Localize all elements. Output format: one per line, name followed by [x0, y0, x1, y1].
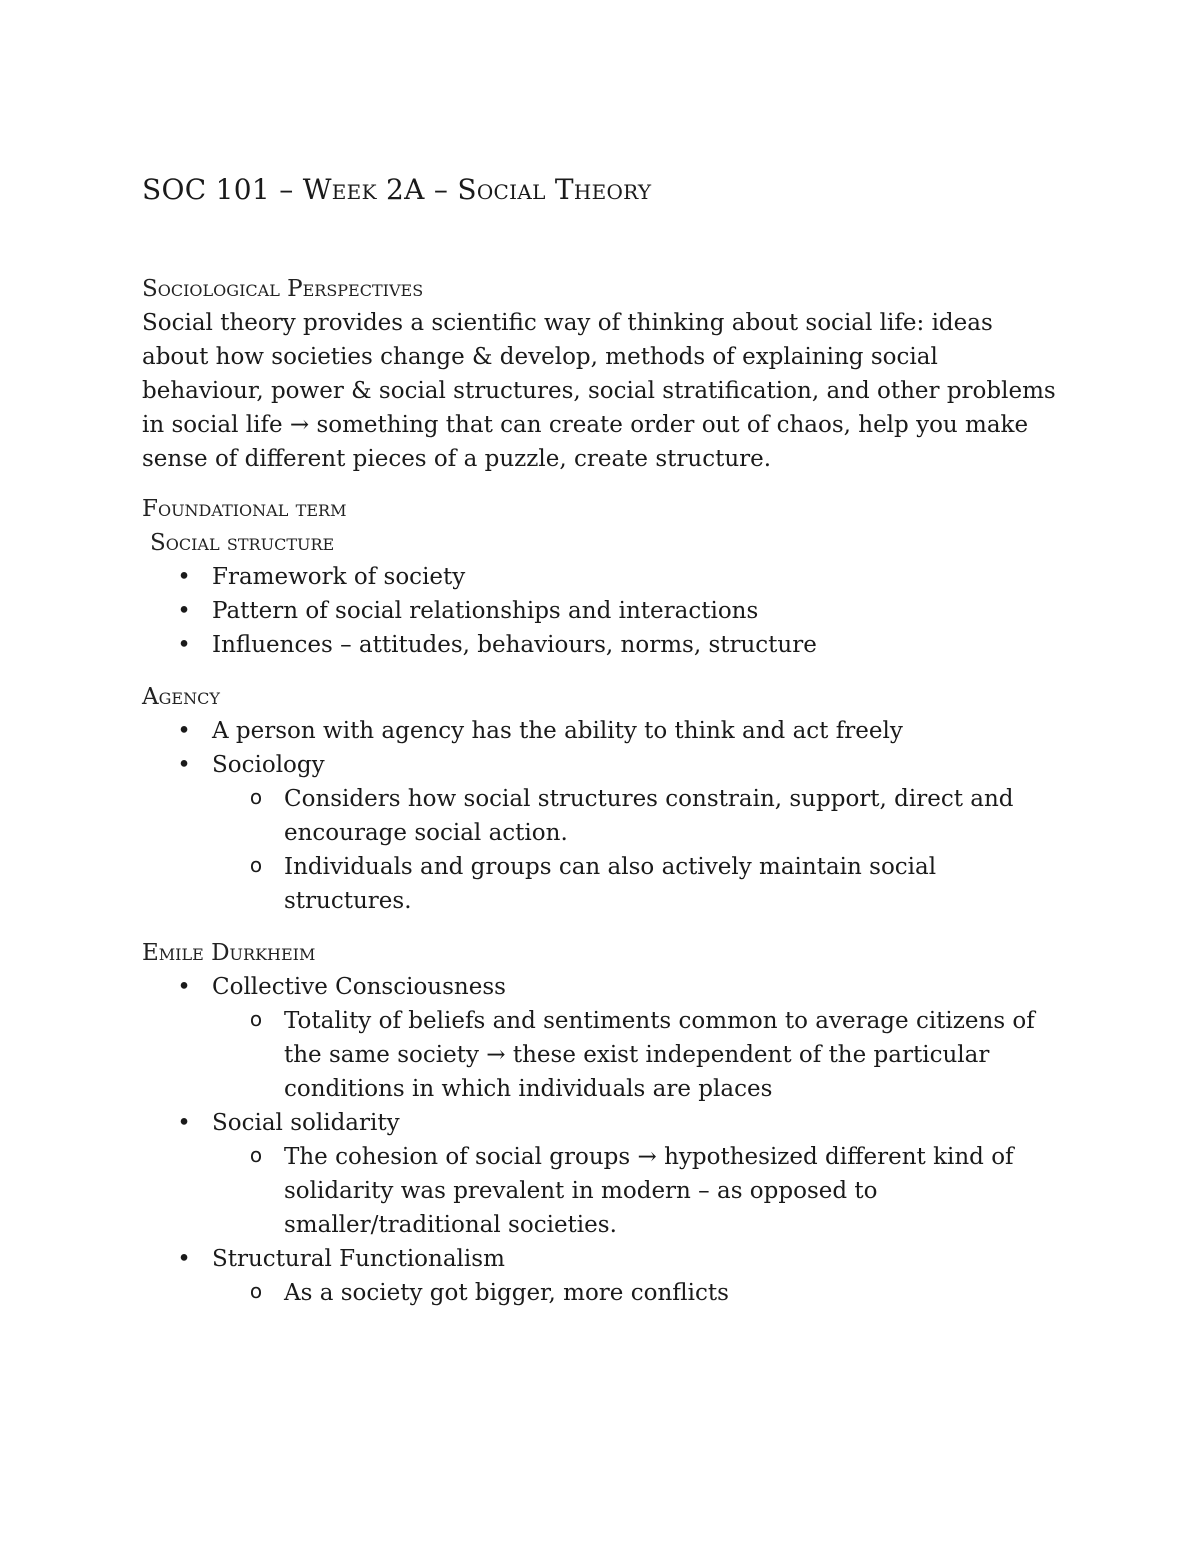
list-item-text: Framework of society: [212, 564, 466, 590]
sub-list-item-text: Considers how social structures constrain, support, direct and encourage social action.: [284, 786, 1014, 846]
section-heading: Foundational term: [142, 496, 347, 522]
bullet-list: [142, 714, 1062, 918]
section-heading: Emile Durkheim: [142, 940, 316, 966]
sub-list-item: [212, 850, 1062, 918]
document-title: SOC 101 – Week 2A – Social Theory: [142, 173, 652, 206]
bullet-icon: •: [177, 632, 191, 658]
bullet-icon: •: [177, 598, 191, 624]
sub-bullet-icon: o: [249, 1279, 263, 1303]
list-item: [142, 714, 1062, 748]
sub-list-item: [212, 1276, 1062, 1310]
list-item: [142, 628, 1062, 662]
sub-bullet-icon: o: [249, 853, 263, 877]
sub-list-item-text: Individuals and groups can also actively maintain social structures.: [284, 854, 937, 914]
section-heading: Sociological Perspectives: [142, 276, 424, 302]
list-item-text: A person with agency has the ability to think and act freely: [212, 718, 903, 744]
sub-bullet-icon: o: [249, 1143, 263, 1167]
section-agency: [142, 680, 1062, 918]
list-item-text: Structural Functionalism: [212, 1246, 505, 1272]
sub-bullet-list: [212, 1276, 1062, 1310]
list-item-text: Collective Consciousness: [212, 974, 506, 1000]
list-item-text: Influences – attitudes, behaviours, norms, structure: [212, 632, 817, 658]
bullet-icon: •: [177, 1246, 191, 1272]
list-item: [142, 748, 1062, 918]
bullet-icon: •: [177, 1110, 191, 1136]
list-item-text: Social solidarity: [212, 1110, 400, 1136]
subheading: Social structure: [150, 530, 335, 556]
section-emile-durkheim: [142, 936, 1062, 1310]
document-page: [142, 168, 1062, 1328]
list-item-text: Pattern of social relationships and interactions: [212, 598, 759, 624]
sub-list-item: [212, 1004, 1062, 1106]
list-item: [142, 594, 1062, 628]
section-sociological-perspectives: [142, 272, 1062, 476]
sub-list-item-text: As a society got bigger, more conflicts: [284, 1280, 729, 1306]
sub-list-item-text: Totality of beliefs and sentiments common to average citizens of the same society → these exist independent of the particular conditions in which individuals are places: [284, 1008, 1035, 1102]
sub-bullet-icon: o: [249, 785, 263, 809]
bullet-icon: •: [177, 752, 191, 778]
sub-bullet-list: [212, 1004, 1062, 1106]
bullet-icon: •: [177, 564, 191, 590]
section-heading: Agency: [142, 684, 220, 710]
list-item: [142, 970, 1062, 1106]
bullet-list: [142, 970, 1062, 1310]
list-item: [142, 1242, 1062, 1310]
section-foundational-term: [142, 492, 1062, 662]
sub-bullet-list: [212, 1140, 1062, 1242]
bullet-icon: •: [177, 718, 191, 744]
paragraph: Social theory provides a scientific way of thinking about social life: ideas about how societies change & develop, methods of explaining social behaviour, power & social structures, social stratification, and other problems in social life → something that can create order out of chaos, help you make sense of different pieces of a puzzle, create structure.: [142, 310, 1056, 472]
bullet-icon: •: [177, 974, 191, 1000]
sub-bullet-list: [212, 782, 1062, 918]
bullet-list: [142, 560, 1062, 662]
sub-list-item: [212, 1140, 1062, 1242]
list-item: [142, 1106, 1062, 1242]
list-item: [142, 560, 1062, 594]
sub-list-item-text: The cohesion of social groups → hypothesized different kind of solidarity was prevalent in modern – as opposed to smaller/traditional societies.: [284, 1144, 1014, 1238]
sub-list-item: [212, 782, 1062, 850]
sub-bullet-icon: o: [249, 1007, 263, 1031]
list-item-text: Sociology: [212, 752, 325, 778]
